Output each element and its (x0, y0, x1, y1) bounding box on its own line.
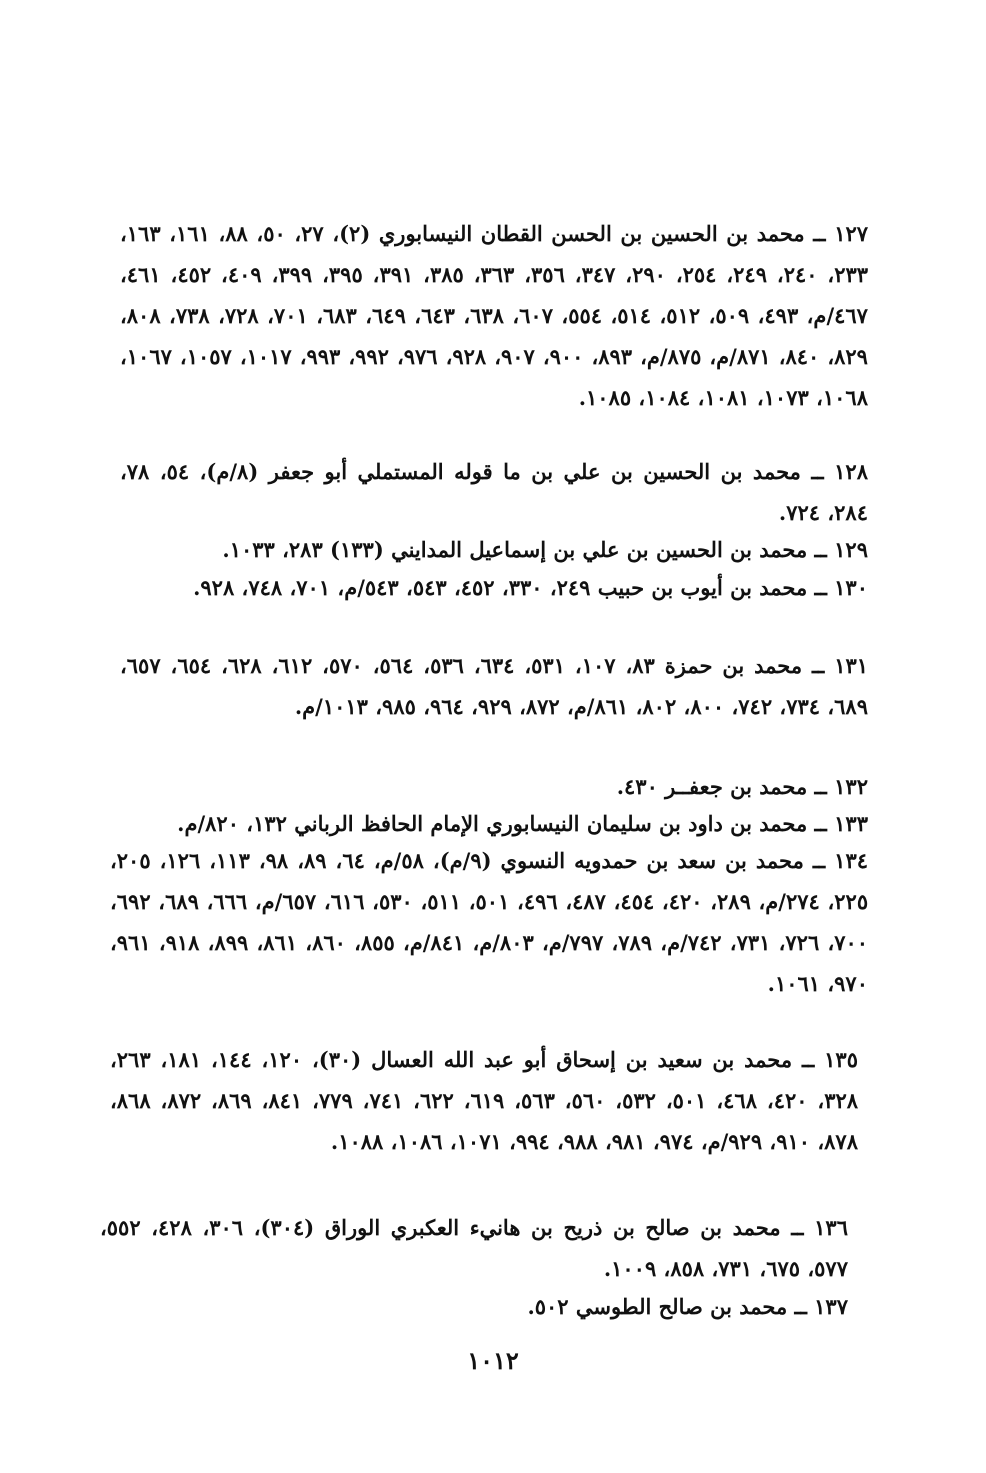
index-entry-135: ١٣٥ ــ محمد بن سعيد بن إسحاق أبو عبد الله العسال (٣٠)، ١٢٠، ١٤٤، ١٨١، ٢٦٣، ٣٢٨، ٤٢٠، ٤٦٨، ٥٠١، ٥٣٢، ٥٦٠، ٥٦٣، ٦١٩، ٦٢٢، ٧٤١، ٧٧٩، ٨٤١، ٨٦٩، ٨٧٢، ٨٦٨، ٨٧٨، ٩١٠، ٩٢٩/م، ٩٧٤، ٩٨١، ٩٨٨، ٩٩٤، ١٠٧١، ١٠٨٦، ١٠٨٨. (110, 1047, 859, 1154)
index-entry-136: ١٣٦ ــ محمد بن صالح بن ذريح بن هانيء العكبري الوراق (٣٠٤)، ٣٠٦، ٤٢٨، ٥٥٢، ٥٧٧، ٦٧٥، ٧٣١، ٨٥٨، ١٠٠٩. (100, 1215, 848, 1281)
index-entry-137: ١٣٧ ــ محمد بن صالح الطوسي ٥٠٢. (527, 1294, 848, 1319)
index-entry-130: ١٣٠ ــ محمد بن أيوب بن حبيب ٢٤٩، ٣٣٠، ٤٥٢، ٥٤٣، ٥٤٣/م، ٧٠١، ٧٤٨، ٩٢٨. (193, 575, 868, 600)
index-entry-132: ١٣٢ ــ محمد بن جعفــر ٤٣٠. (616, 774, 868, 799)
index-entry-128: ١٢٨ ــ محمد بن الحسين بن علي بن ما قوله المستملي أبو جعفر (٨/م)، ٥٤، ٧٨، ٢٨٤، ٧٢٤. (120, 459, 868, 525)
page-number: ١٠١٢ (467, 1346, 519, 1375)
index-entry-133: ١٣٣ ــ محمد بن داود بن سليمان النيسابوري الإمام الحافظ الرباني ١٣٢، ٨٢٠/م. (177, 811, 868, 836)
index-entry-127: ١٢٧ ــ محمد بن الحسين بن الحسن القطان النيسابوري (٢)، ٢٧، ٥٠، ٨٨، ١٦١، ١٦٣، ٢٣٣، ٢٤٠، ٢٤٩، ٢٥٤، ٢٩٠، ٣٤٧، ٣٥٦، ٣٦٣، ٣٨٥، ٣٩١، ٣٩٥، ٣٩٩، ٤٠٩، ٤٥٢، ٤٦١، ٤٦٧/م، ٤٩٣، ٥٠٩، ٥١٢، ٥١٤، ٥٥٤، ٦٠٧، ٦٣٨، ٦٤٣، ٦٤٩، ٦٨٣، ٧٠١، ٧٢٨، ٧٣٨، ٨٠٨، ٨٢٩، ٨٤٠، ٨٧١/م، ٨٧٥/م، ٨٩٣، ٩٠٠، ٩٠٧، ٩٢٨، ٩٧٦، ٩٩٢، ٩٩٣، ١٠١٧، ١٠٥٧، ١٠٦٧، ١٠٦٨، ١٠٧٣، ١٠٨١، ١٠٨٤، ١٠٨٥. (120, 221, 869, 410)
index-entry-131: ١٣١ ــ محمد بن حمزة ٨٣، ١٠٧، ٥٣١، ٦٣٤، ٥٣٦، ٥٦٤، ٥٧٠، ٦١٢، ٦٢٨، ٦٥٤، ٦٥٧، ٦٨٩، ٧٣٤، ٧٤٢، ٨٠٠، ٨٠٢، ٨٦١/م، ٨٧٢، ٩٢٩، ٩٦٤، ٩٨٥، ١٠١٣/م. (120, 653, 869, 719)
index-entry-129: ١٢٩ ــ محمد بن الحسين بن علي بن إسماعيل المدايني (١٣٣) ٢٨٣، ١٠٣٣. (222, 537, 868, 562)
index-entry-134: ١٣٤ ــ محمد بن سعد بن حمدويه النسوي (٩/م)، ٥٨/م، ٦٤، ٨٩، ٩٨، ١١٣، ١٢٦، ٢٠٥، ٢٢٥، ٢٧٤/م، ٢٨٩، ٤٢٠، ٤٥٤، ٤٨٧، ٤٩٦، ٥٠١، ٥١١، ٥٣٠، ٦١٦، ٦٥٧/م، ٦٦٦، ٦٨٩، ٦٩٢، ٧٠٠، ٧٢٦، ٧٣١، ٧٤٢/م، ٧٨٩، ٧٩٧/م، ٨٠٣/م، ٨٤١/م، ٨٥٥، ٨٦٠، ٨٦١، ٨٩٩، ٩١٨، ٩٦١، ٩٧٠، ١٠٦١. (110, 848, 869, 996)
